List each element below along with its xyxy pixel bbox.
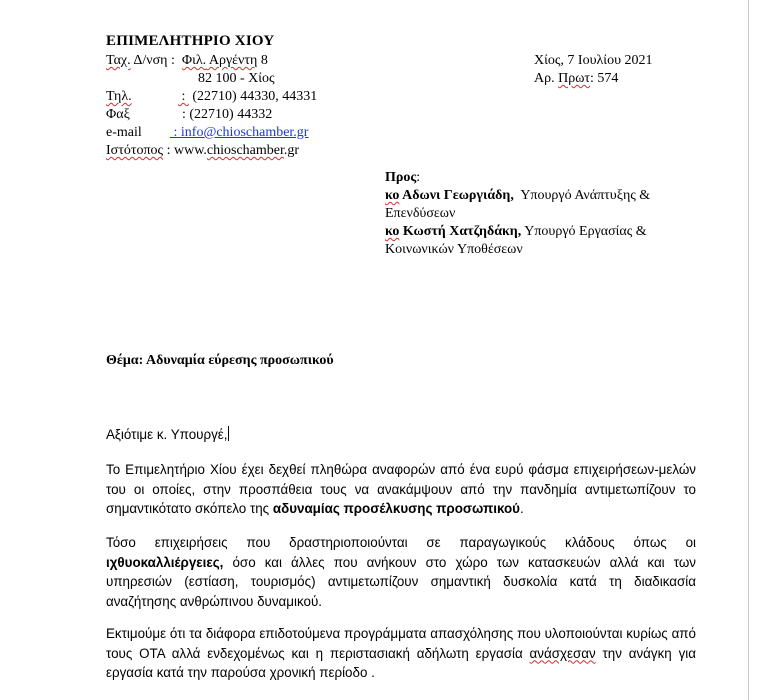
recipient-1-role: Επενδύσεων xyxy=(385,206,456,221)
p2-text-a: Τόσο επιχειρήσεις που δραστηριοποιούνται σε παραγωγικούς κλάδους όπως οι xyxy=(106,535,696,550)
sender-tel-value xyxy=(178,88,317,106)
addr-label2: Δ/νση : xyxy=(130,53,182,68)
r2-prefix: κο xyxy=(385,224,400,239)
p3-text-c: την ανάγκη για εργασία κατά την παρούσα χρονική περίοδο . xyxy=(106,645,696,680)
addr-street1: Φιλ. xyxy=(181,53,207,68)
p1-text-a: Το Επιμελητήριο Χίου έχει δεχθεί πληθώρα αναφορών από ένα ευρύ φάσμα επιχειρήσεων-μελών του οι οποίες, στην προσπάθεια τους να ανακάμψουν από την πανδημία αντιμετωπίζουν το σημαντικότατο σκόπελο της xyxy=(106,462,696,516)
addr-street3: 8 xyxy=(257,53,268,68)
to-label: Προς xyxy=(385,170,417,185)
recipients-heading xyxy=(385,169,420,187)
tel-colon: : xyxy=(178,89,189,104)
p3-text-squiggle: ανάσχεσαν xyxy=(529,645,596,661)
sender-fax-value: : (22710) 44332 xyxy=(182,107,273,122)
tel-value: (22710) 44330, 44331 xyxy=(188,89,318,104)
sender-tel-label xyxy=(106,88,132,106)
sender-address-line xyxy=(106,52,268,70)
page-margin-line xyxy=(748,0,749,700)
protocol-number xyxy=(534,70,618,88)
prot-prefix: Αρ. xyxy=(534,71,559,86)
prot-value: : 574 xyxy=(590,71,619,86)
r2-role-a: Υπουργό Εργασίας & xyxy=(521,224,647,239)
text-cursor xyxy=(228,426,229,441)
to-colon: : xyxy=(416,170,421,185)
r1-prefix: κο xyxy=(385,188,400,203)
sender-org-name: ΕΠΙΜΕΛΗΤΗΡΙΟ ΧΙΟΥ xyxy=(106,33,275,49)
p1-text-c: . xyxy=(519,501,524,516)
recipient-1-line xyxy=(385,187,650,205)
r2-name: Κωστή Χατζηδάκη, xyxy=(399,224,522,239)
p1-text-bold: αδυναμίας προσέλκυσης προσωπικού xyxy=(272,501,520,516)
addr-street2: Αργέντη xyxy=(206,53,258,68)
body-paragraph-1 xyxy=(106,460,696,519)
letter-date: Χίος, 7 Ιουλίου 2021 xyxy=(534,53,653,68)
salutation[interactable] xyxy=(106,426,229,442)
web-colon: : www. xyxy=(163,143,207,158)
addr-label: Ταχ. xyxy=(106,53,131,68)
tel-label: Τηλ. xyxy=(106,89,132,104)
email-colon: : xyxy=(170,125,181,140)
recipient-2-role: Κοινωνικών Υποθέσεων xyxy=(385,242,523,257)
p3-text-a: Εκτιμούμε ότι τα διάφορα επιδοτούμενα προγράμματα απασχόλησης που υλοποιούνται κυρίως από τους ΟΤΑ αλλά ενδεχομένως και η περιστασιακή αδήλωτη εργασία xyxy=(106,626,696,661)
sender-email-value xyxy=(170,124,308,142)
salutation-text: Αξιότιμε κ. Υπουργέ, xyxy=(106,427,228,442)
prot-label: Πρωτ xyxy=(558,71,591,86)
sender-city: 82 100 - Χίος xyxy=(198,71,275,86)
web-tld: .gr xyxy=(283,143,300,158)
subject-line: Θέμα: Αδυναμία εύρεσης προσωπικού xyxy=(106,353,334,368)
p2-text-bold: ιχθυοκαλλιέργειες, xyxy=(106,554,224,570)
web-label: Ιστότοπος xyxy=(106,143,164,158)
body-paragraph-2 xyxy=(106,533,696,611)
sender-email-label: e-mail xyxy=(106,125,142,140)
p2-text-c: όσο και άλλες που ανήκουν στο χώρο των κατασκευών αλλά και των υπηρεσιών (εστίαση, τουρισμός) αντιμετωπίζουν σημαντική δυσκολία κατά τη διαδικασία αναζήτησης ανθρώπινου δυναμικού. xyxy=(106,554,696,609)
email-link[interactable]: info@chioschamber.gr xyxy=(180,125,309,140)
sender-web-line xyxy=(106,142,299,160)
sender-fax-label: Φαξ xyxy=(106,107,130,122)
r1-role-a: Υπουργό Ανάπτυξης & xyxy=(513,188,651,203)
web-domain: chioschamber xyxy=(206,143,284,158)
body-paragraph-3 xyxy=(106,624,696,683)
r1-name: Αδωνι Γεωργιάδη, xyxy=(399,188,514,203)
recipient-2-line xyxy=(385,223,647,241)
